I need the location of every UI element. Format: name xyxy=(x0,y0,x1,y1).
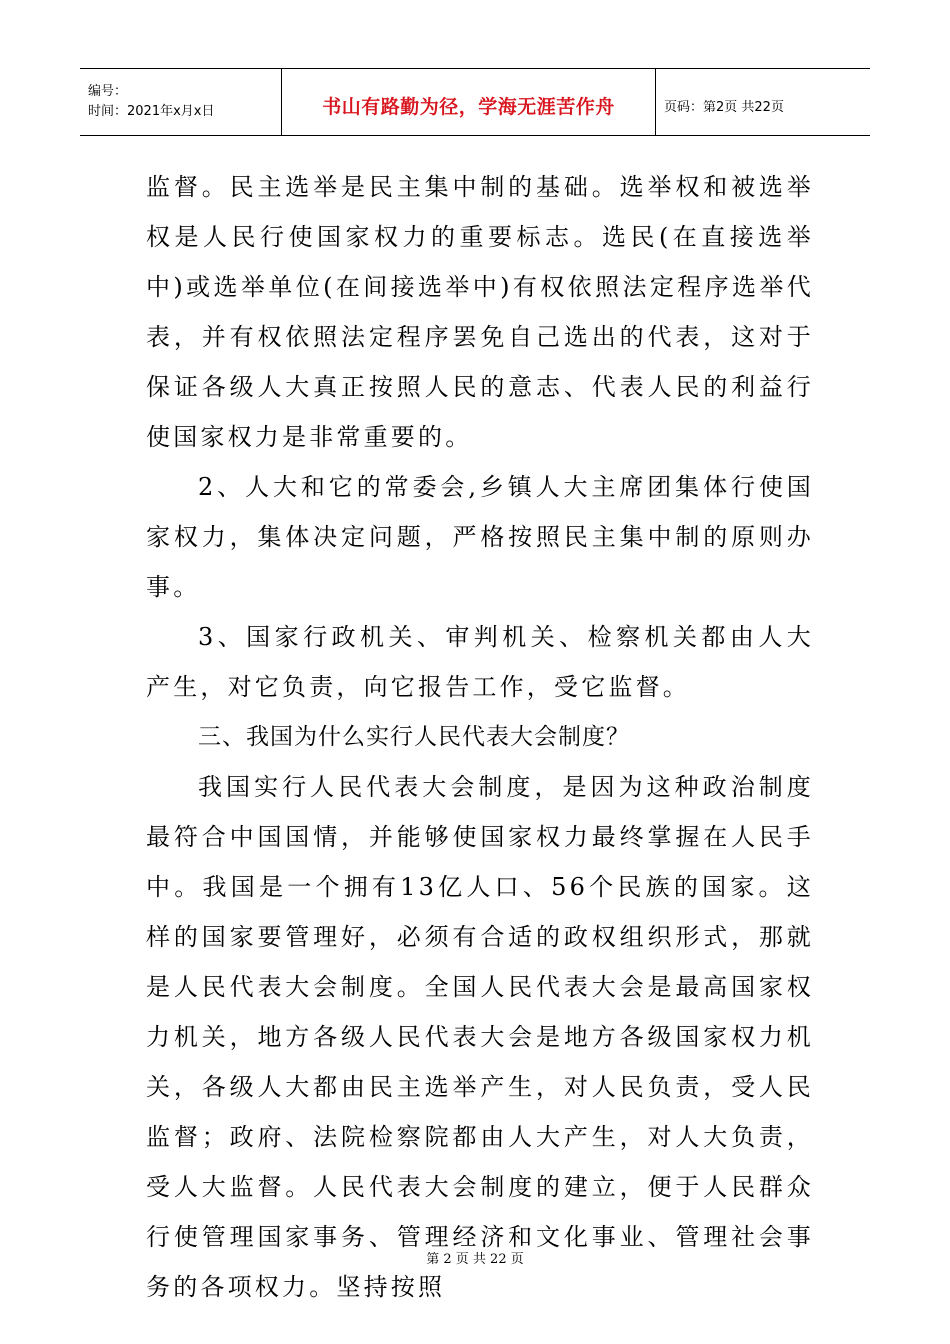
section-heading: 三、我国为什么实行人民代表大会制度？ xyxy=(198,724,630,750)
paragraph-4: 我国实行人民代表大会制度，是因为这种政治制度最符合中国国情，并能够使国家权力最终掌握在人民手中。我国是一个拥有13亿人口、56个民族的国家。这样的国家要管理好，必须有合适的政权组织形式，那就是人民代表大会制度。全国人民代表大会是最高国家权力机关，地方各级人民代表大会是地方各级国家权力机关，各级人大都由民主选举产生，对人民负责，受人民监督；政府、法院检察院都由人大产生，对人大负责，受人大监督。人民代表大会制度的建立，便于人民群众行使管理国家事务、管理经济和文化事业、管理社会事务的各项权力。坚持按照 xyxy=(146,773,814,1301)
document-header xyxy=(80,68,870,136)
header-page-cell xyxy=(656,69,870,135)
header-page-info: 页码：第2页 共22页 xyxy=(664,99,784,115)
header-left-cell xyxy=(80,69,282,135)
paragraph-1: 监督。民主选举是民主集中制的基础。选举权和被选举权是人民行使国家权力的重要标志。选民(在直接选举中)或选举单位(在间接选举中)有权依照法定程序选举代表，并有权依照法定程序罢免自己选出的代表，这对于保证各级人大真正按照人民的意志、代表人民的利益行使国家权力是非常重要的。 xyxy=(146,173,814,451)
header-motto-cell xyxy=(282,69,656,135)
document-body xyxy=(146,162,814,1312)
date-label: 时间：2021年x月x日 xyxy=(88,104,215,119)
paragraph-3: 3、国家行政机关、审判机关、检察机关都由人大产生，对它负责，向它报告工作，受它监督。 xyxy=(146,623,814,701)
paragraph-2: 2、人大和它的常委会,乡镇人大主席团集体行使国家权力，集体决定问题，严格按照民主集中制的原则办事。 xyxy=(146,473,814,601)
header-motto: 书山有路勤为径，学海无涯苦作舟 xyxy=(322,95,615,118)
serial-number-label: 编号： xyxy=(88,84,128,99)
page-footer: 第 2 页 共 22 页 xyxy=(426,1252,524,1267)
